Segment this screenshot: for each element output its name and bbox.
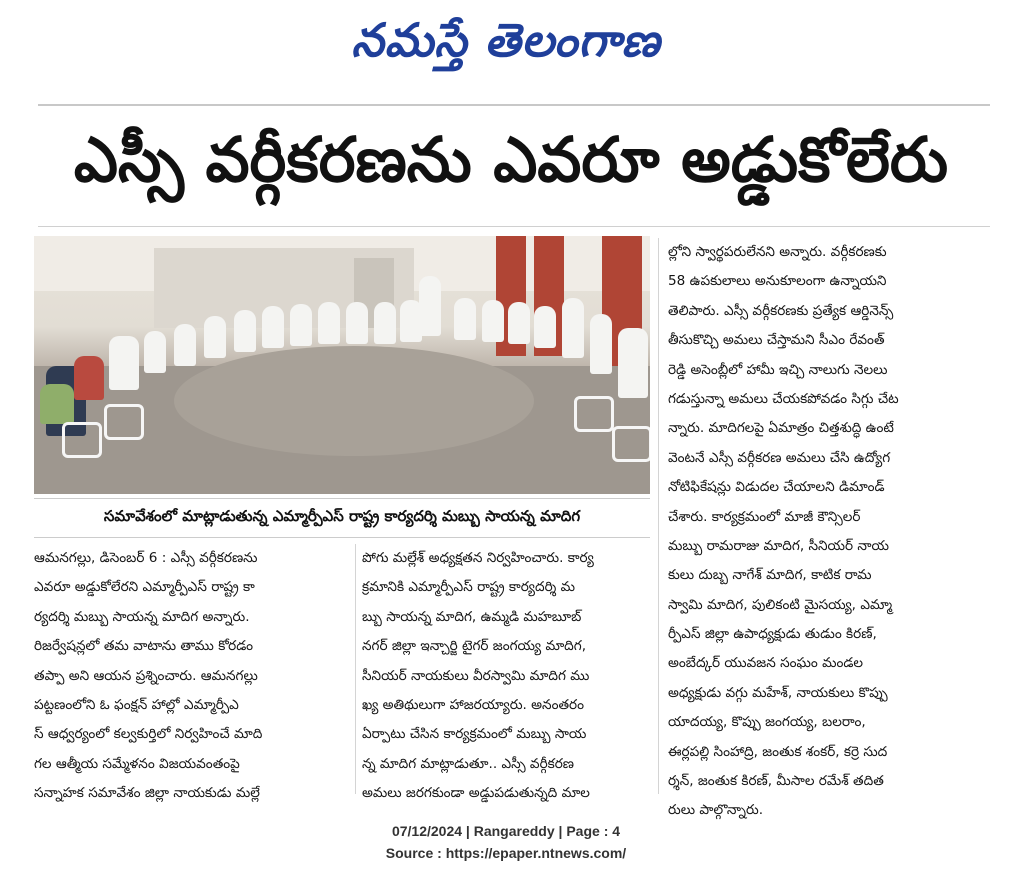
column-line: కులు దుబ్బ నాగేశ్ మాదిగ, కాటిక రామ [668,567,872,584]
column-divider [658,238,659,794]
column-line: వెంటనే ఎస్సీ వర్గీకరణ అమలు చేసి ఉద్యోగ [668,449,891,466]
photo-person [454,298,476,340]
photo-person [346,302,368,344]
photo-person [318,302,340,344]
newspaper-masthead [0,0,1012,92]
column-line: న్నారు. మాదిగలపై ఏమాత్రం చిత్తశుద్ధి ఉంటే [668,420,894,437]
photo-chair [62,422,102,458]
page-footer [0,820,1012,864]
photo-person [618,328,648,398]
column-line: ఎవరూ అడ్డుకోలేరని ఎమ్మార్పీఎస్ రాష్ట్ర కా [34,579,255,596]
column-line: ఆమనగల్లు, డిసెంబర్ 6 : ఎస్సీ వర్గీకరణను [34,550,258,566]
photo-person [204,316,226,358]
photo-person [562,298,584,358]
column-line: ఈర్లపల్లి సింహాద్రి, జంతుక శంకర్, కర్రె సుద [668,743,888,760]
photo-chair [104,404,144,440]
column-line: తెలిపారు. ఎస్సీ వర్గీకరణకు ప్రత్యేక ఆర్డినెన్స్ [668,302,894,319]
column-divider [355,544,356,794]
photo-person [508,302,530,344]
headline-divider [38,226,990,227]
photo-person [234,310,256,352]
masthead-logo-text: నమస్తే తెలంగాణ [351,13,661,67]
caption-divider [34,498,650,499]
column-line: రులు పాల్గొన్నారు. [668,802,764,819]
article-column-3 [668,238,990,826]
article-column-1 [34,544,352,809]
photo-person [374,302,396,344]
column-line: ర్యదర్శి మబ్బు సాయన్న మాదిగ అన్నారు. [34,608,250,625]
photo-person [74,356,104,400]
column-line: స్ ఆధ్వర్యంలో కల్వకుర్తిలో నిర్వహించే మాది [34,726,263,743]
footer-source-link[interactable]: Source : https://epaper.ntnews.com/ [385,845,627,861]
column-line: ఖ్య అతిథులుగా హాజరయ్యారు. అనంతరం [362,696,585,713]
photo-caption: సమావేశంలో మాట్లాడుతున్న ఎమ్మార్పీఎస్ రాష్ట్ర కార్యదర్శి మబ్బు సాయన్న మాదిగ [103,507,581,525]
photo-person [419,276,441,336]
article-column-2 [362,544,652,809]
column-line: తీసుకొచ్చి అమలు చేస్తామని సీఎం రేవంత్ [668,332,885,349]
photo-floor-center [174,346,534,456]
photo-person [109,336,139,390]
photo-person [262,306,284,348]
column-line: చేశారు. కార్యక్రమంలో మాజీ కౌన్సిలర్ [668,508,861,525]
photo-person [290,304,312,346]
top-divider [38,104,990,106]
column-line: ఏర్పాటు చేసిన కార్యక్రమంలో మబ్బు సాయ [362,726,587,743]
column-line: అమలు జరగకుండా అడ్డుపడుతున్నది మాల [362,785,590,802]
photo-person [40,384,74,424]
footer-date-edition-page: 07/12/2024 | Rangareddy | Page : 4 [391,823,621,839]
article-headline: ఎస్సీ వర్గీకరణను ఎవరూ అడ్డుకోలేరు [73,123,949,196]
column-line: ర్శన్, జంతుక కిరణ్, మీసాల రమేశ్ తదిత [668,773,884,790]
column-line: సీనియర్ నాయకులు వీరస్వామి మాదిగ ము [362,667,590,684]
caption-divider [34,537,650,538]
meeting-photo [34,236,650,494]
photo-person [174,324,196,366]
column-line: 58 ఉపకులాలు అనుకూలంగా ఉన్నాయని [668,273,887,290]
column-line: పోగు మల్లేశ్ అధ్యక్షతన నిర్వహించారు. కార్య [362,550,594,566]
column-line: రిజర్వేషన్లలో తమ వాటాను తాము కోరడం [34,638,253,655]
column-line: నోటిఫికేషన్లు విడుదల చేయాలని డిమాండ్ [668,479,885,496]
column-line: క్రమానికి ఎమ్మార్పీఎస్ రాష్ట్ర కార్యదర్శి మ [362,579,575,596]
column-line: యాదయ్య, కొప్పు జంగయ్య, బలరాం, [668,714,866,731]
column-line: అంబేద్కర్ యువజన సంఘం మండల [668,655,864,672]
column-line: స్వామి మాదిగ, పులికంటి మైసయ్య, ఎమ్మా [668,596,893,613]
column-line: మబ్బు రామరాజు మాదిగ, సీనియర్ నాయ [668,537,890,554]
photo-chair [612,426,650,462]
photo-chair [574,396,614,432]
column-line: బ్బు సాయన్న మాదిగ, ఉమ్మడి మహబూబ్ [362,608,582,625]
column-line: ర్పీఎస్ జిల్లా ఉపాధ్యక్షుడు తుడుం కిరణ్, [668,626,877,643]
photo-person [534,306,556,348]
column-line: తప్పా అని ఆయన ప్రశ్నించారు. ఆమనగల్లు [34,667,258,684]
column-line: ల్లోని స్వార్థపరులేనని అన్నారు. వర్గీకరణకు [668,244,887,260]
column-line: అధ్యక్షుడు వగ్గు మహేశ్, నాయకులు కొప్పు [668,684,888,701]
column-line: నగర్ జిల్లా ఇన్చార్జి టైగర్ జంగయ్య మాదిగ, [362,638,587,655]
column-line: పట్టణంలోని ఓ ఫంక్షన్ హాల్లో ఎమ్మార్పీఎ [34,696,239,713]
column-line: గడుస్తున్నా అమలు చేయకపోవడం సిగ్గు చేట [668,390,899,407]
photo-person [590,314,612,374]
photo-person [144,331,166,373]
column-line: గల ఆత్మీయ సమ్మేళనం విజయవంతంపై [34,755,240,772]
column-line: రెడ్డి అసెంబ్లీలో హామీ ఇచ్చి నాలుగు నెలలు [668,361,888,378]
column-line: సన్నాహక సమావేశం జిల్లా నాయకుడు మల్లే [34,785,260,802]
column-line: న్న మాదిగ మాట్లాడుతూ.. ఎస్సీ వర్గీకరణ [362,755,575,772]
photo-person [482,300,504,342]
